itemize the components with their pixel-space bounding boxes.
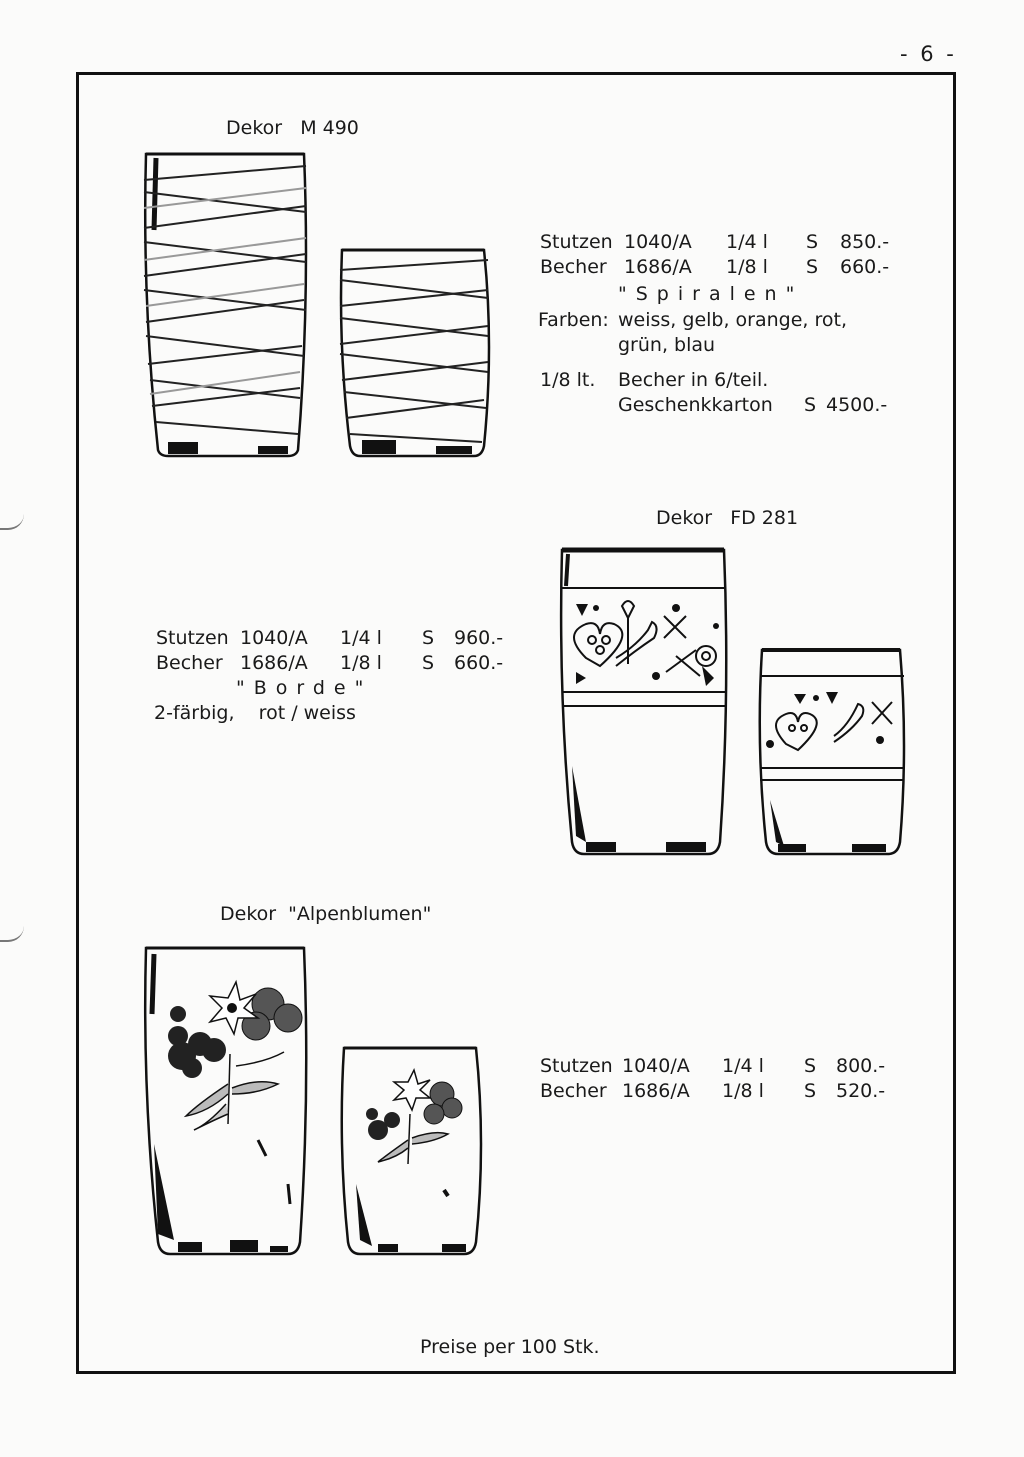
decor-name: "Borde" (236, 677, 373, 699)
row-price: 850.- (840, 231, 890, 253)
spiral-short-glass-icon (336, 246, 496, 462)
row-code: 1040/A (624, 231, 692, 253)
gift-line: Geschenkkarton (618, 394, 773, 416)
price-table-alpenblumen (540, 1054, 886, 1329)
alpine-flowers-short-glass-icon (338, 1044, 488, 1258)
row-currency: S (806, 256, 819, 278)
row-size: 1/4 l (722, 1055, 764, 1077)
row-code: 1686/A (240, 652, 308, 674)
scan-edge-mark (0, 926, 24, 942)
colors-line: weiss, gelb, orange, rot, (618, 309, 848, 331)
gift-price: 4500.- (826, 394, 888, 416)
row-price: 660.- (840, 256, 890, 278)
row-code: 1686/A (624, 256, 692, 278)
row-size: 1/8 l (726, 256, 768, 278)
page-number: - 6 - (900, 42, 957, 66)
decor-name: "Spiralen" (618, 283, 804, 305)
row-price: 960.- (454, 627, 504, 649)
row-currency: S (422, 627, 435, 649)
row-name: Stutzen (540, 231, 613, 253)
row-code: 1040/A (622, 1055, 690, 1077)
row-price: 660.- (454, 652, 504, 674)
row-code: 1040/A (240, 627, 308, 649)
gift-label: 1/8 lt. (540, 369, 596, 391)
folk-border-short-glass-icon (756, 646, 908, 858)
row-name: Becher (156, 652, 223, 674)
row-name: Becher (540, 256, 607, 278)
row-size: 1/4 l (726, 231, 768, 253)
row-price: 520.- (836, 1080, 886, 1102)
alpine-flowers-tall-glass-icon (138, 944, 318, 1258)
row-currency: S (804, 1080, 817, 1102)
row-price: 800.- (836, 1055, 886, 1077)
row-name: Stutzen (540, 1055, 613, 1077)
folk-border-tall-glass-icon (556, 546, 732, 858)
colors-line: grün, blau (618, 334, 716, 356)
row-size: 1/8 l (340, 652, 382, 674)
section-title-fd281: Dekor FD 281 (656, 507, 799, 529)
row-name: Stutzen (156, 627, 229, 649)
spiral-tall-glass-icon (138, 150, 318, 462)
scan-edge-mark (0, 514, 24, 530)
section-title-alpenblumen: Dekor "Alpenblumen" (220, 903, 432, 925)
section-title-m490: Dekor M 490 (226, 117, 359, 139)
row-code: 1686/A (622, 1080, 690, 1102)
row-currency: S (806, 231, 819, 253)
gift-line: Becher in 6/teil. (618, 369, 769, 391)
gift-currency: S (804, 394, 817, 416)
colors-line: 2-färbig, rot / weiss (154, 702, 356, 724)
price-footnote: Preise per 100 Stk. (420, 1336, 600, 1358)
colors-label: Farben: (538, 309, 609, 331)
row-size: 1/8 l (722, 1080, 764, 1102)
row-currency: S (422, 652, 435, 674)
row-size: 1/4 l (340, 627, 382, 649)
row-name: Becher (540, 1080, 607, 1102)
row-currency: S (804, 1055, 817, 1077)
